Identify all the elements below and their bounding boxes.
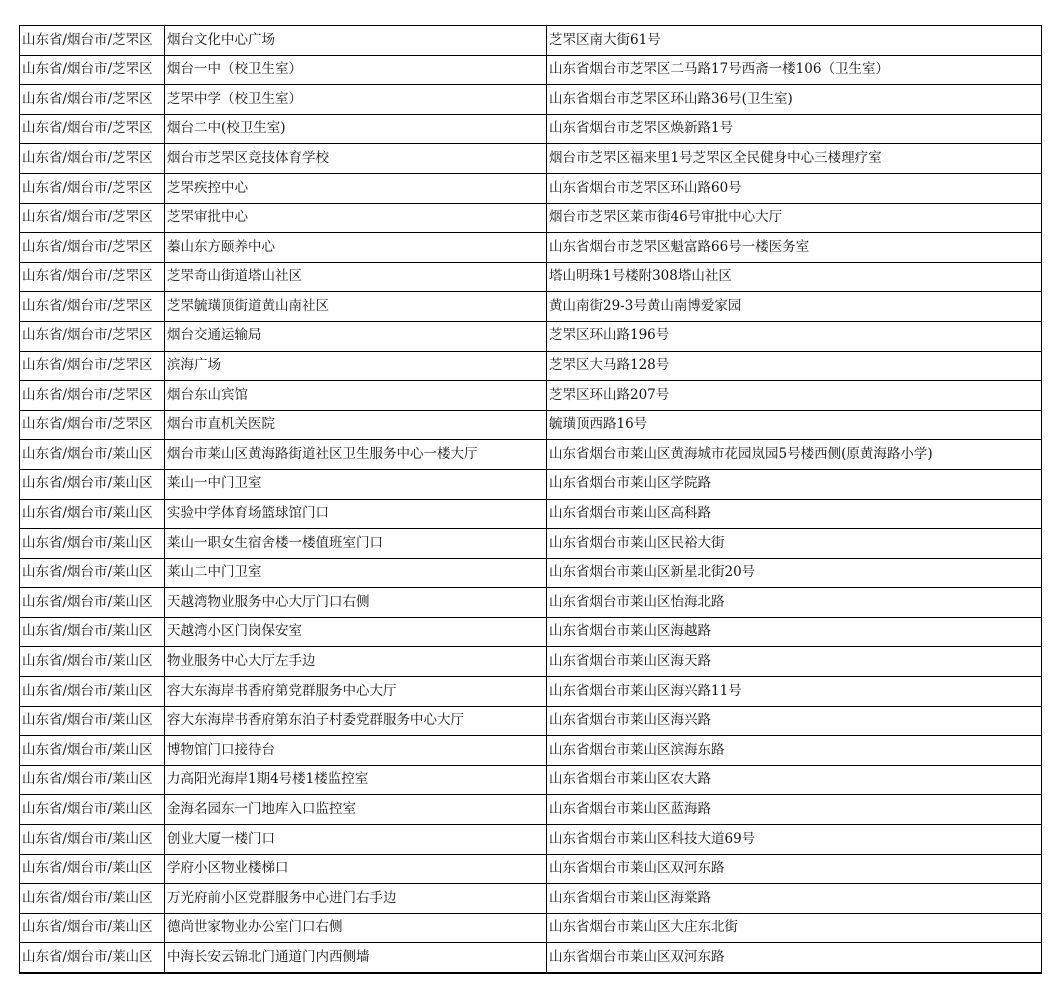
table-row xyxy=(20,203,1042,233)
address-cell: 山东省烟台市莱山区海天路 xyxy=(547,647,1042,677)
region-cell: 山东省/烟台市/莱山区 xyxy=(20,736,165,766)
site-name-cell: 芝罘审批中心 xyxy=(165,203,547,233)
table-body xyxy=(20,26,1042,974)
region-cell: 山东省/烟台市/莱山区 xyxy=(20,469,165,499)
address-cell: 山东省烟台市莱山区双河东路 xyxy=(547,854,1042,884)
region-cell: 山东省/烟台市/芝罘区 xyxy=(20,351,165,381)
address-cell: 山东省烟台市莱山区滨海东路 xyxy=(547,736,1042,766)
region-cell: 山东省/烟台市/芝罘区 xyxy=(20,114,165,144)
address-cell: 山东省烟台市莱山区双河东路 xyxy=(547,943,1042,973)
site-name-cell: 天越湾物业服务中心大厅门口右侧 xyxy=(165,588,547,618)
region-cell: 山东省/烟台市/芝罘区 xyxy=(20,26,165,56)
address-cell: 山东省烟台市莱山区农大路 xyxy=(547,765,1042,795)
table-row xyxy=(20,854,1042,884)
address-cell: 芝罘区环山路196号 xyxy=(547,321,1042,351)
site-name-cell: 学府小区物业楼梯口 xyxy=(165,854,547,884)
region-cell: 山东省/烟台市/芝罘区 xyxy=(20,292,165,322)
address-cell: 芝罘区环山路207号 xyxy=(547,381,1042,411)
address-cell: 山东省烟台市莱山区蓝海路 xyxy=(547,795,1042,825)
table-row xyxy=(20,647,1042,677)
site-name-cell: 容大东海岸书香府第党群服务中心大厅 xyxy=(165,677,547,707)
site-name-cell: 力高阳光海岸1期4号楼1楼监控室 xyxy=(165,765,547,795)
address-cell: 山东省烟台市莱山区民裕大街 xyxy=(547,529,1042,559)
address-cell: 黄山南街29-3号黄山南博爱家园 xyxy=(547,292,1042,322)
region-cell: 山东省/烟台市/芝罘区 xyxy=(20,381,165,411)
table-row xyxy=(20,381,1042,411)
table-row xyxy=(20,114,1042,144)
table-row xyxy=(20,440,1042,470)
table-row xyxy=(20,469,1042,499)
region-cell: 山东省/烟台市/莱山区 xyxy=(20,647,165,677)
table-row xyxy=(20,588,1042,618)
site-name-cell: 烟台市芝罘区竞技体育学校 xyxy=(165,144,547,174)
site-name-cell: 博物馆门口接待台 xyxy=(165,736,547,766)
site-name-cell: 芝罘疾控中心 xyxy=(165,173,547,203)
region-cell: 山东省/烟台市/莱山区 xyxy=(20,617,165,647)
table-row xyxy=(20,706,1042,736)
address-cell: 山东省烟台市莱山区海兴路11号 xyxy=(547,677,1042,707)
address-cell: 山东省烟台市莱山区海兴路 xyxy=(547,706,1042,736)
region-cell: 山东省/烟台市/莱山区 xyxy=(20,677,165,707)
region-cell: 山东省/烟台市/莱山区 xyxy=(20,854,165,884)
region-cell: 山东省/烟台市/莱山区 xyxy=(20,825,165,855)
address-cell: 芝罘区大马路128号 xyxy=(547,351,1042,381)
table-row xyxy=(20,321,1042,351)
region-cell: 山东省/烟台市/莱山区 xyxy=(20,706,165,736)
site-name-cell: 芝罘中学（校卫生室） xyxy=(165,85,547,115)
table-row xyxy=(20,943,1042,973)
table-row xyxy=(20,795,1042,825)
region-cell: 山东省/烟台市/芝罘区 xyxy=(20,410,165,440)
site-name-cell: 实验中学体育场篮球馆门口 xyxy=(165,499,547,529)
site-name-cell: 芝罘毓璜顶街道黄山南社区 xyxy=(165,292,547,322)
site-table xyxy=(19,25,1042,974)
region-cell: 山东省/烟台市/芝罘区 xyxy=(20,262,165,292)
address-cell: 山东省烟台市莱山区大庄东北街 xyxy=(547,913,1042,943)
region-cell: 山东省/烟台市/芝罘区 xyxy=(20,144,165,174)
table-row xyxy=(20,410,1042,440)
site-name-cell: 物业服务中心大厅左手边 xyxy=(165,647,547,677)
site-name-cell: 烟台二中(校卫生室) xyxy=(165,114,547,144)
address-cell: 山东省烟台市莱山区黄海城市花园岚园5号楼西侧(原黄海路小学) xyxy=(547,440,1042,470)
table-row xyxy=(20,173,1042,203)
region-cell: 山东省/烟台市/莱山区 xyxy=(20,765,165,795)
address-cell: 山东省烟台市莱山区高科路 xyxy=(547,499,1042,529)
site-name-cell: 容大东海岸书香府第东泊子村委党群服务中心大厅 xyxy=(165,706,547,736)
site-name-cell: 中海长安云锦北门通道门内西侧墙 xyxy=(165,943,547,973)
region-cell: 山东省/烟台市/莱山区 xyxy=(20,913,165,943)
table-row xyxy=(20,765,1042,795)
table-row xyxy=(20,499,1042,529)
region-cell: 山东省/烟台市/莱山区 xyxy=(20,795,165,825)
site-name-cell: 烟台市莱山区黄海路街道社区卫生服务中心一楼大厅 xyxy=(165,440,547,470)
site-name-cell: 莱山一中门卫室 xyxy=(165,469,547,499)
table-row xyxy=(20,262,1042,292)
address-cell: 烟台市芝罘区莱市街46号审批中心大厅 xyxy=(547,203,1042,233)
site-name-cell: 金海名园东一门地库入口监控室 xyxy=(165,795,547,825)
table-row xyxy=(20,558,1042,588)
site-name-cell: 德尚世家物业办公室门口右侧 xyxy=(165,913,547,943)
site-name-cell: 蓁山东方颐养中心 xyxy=(165,233,547,263)
table-row xyxy=(20,144,1042,174)
address-cell: 芝罘区南大街61号 xyxy=(547,26,1042,56)
address-cell: 山东省烟台市莱山区新星北街20号 xyxy=(547,558,1042,588)
address-cell: 山东省烟台市莱山区科技大道69号 xyxy=(547,825,1042,855)
table-row xyxy=(20,55,1042,85)
region-cell: 山东省/烟台市/莱山区 xyxy=(20,943,165,973)
address-cell: 烟台市芝罘区福来里1号芝罘区全民健身中心三楼理疗室 xyxy=(547,144,1042,174)
region-cell: 山东省/烟台市/芝罘区 xyxy=(20,55,165,85)
table-row xyxy=(20,233,1042,263)
site-name-cell: 滨海广场 xyxy=(165,351,547,381)
address-cell: 山东省烟台市莱山区海越路 xyxy=(547,617,1042,647)
table-row xyxy=(20,913,1042,943)
region-cell: 山东省/烟台市/莱山区 xyxy=(20,529,165,559)
table-row xyxy=(20,677,1042,707)
region-cell: 山东省/烟台市/莱山区 xyxy=(20,588,165,618)
address-cell: 山东省烟台市芝罘区魁富路66号一楼医务室 xyxy=(547,233,1042,263)
site-name-cell: 烟台文化中心广场 xyxy=(165,26,547,56)
table-row xyxy=(20,292,1042,322)
table-row xyxy=(20,529,1042,559)
site-name-cell: 芝罘奇山街道塔山社区 xyxy=(165,262,547,292)
site-name-cell: 烟台东山宾馆 xyxy=(165,381,547,411)
region-cell: 山东省/烟台市/莱山区 xyxy=(20,884,165,914)
address-cell: 山东省烟台市芝罘区环山路36号(卫生室) xyxy=(547,85,1042,115)
address-cell: 山东省烟台市芝罘区环山路60号 xyxy=(547,173,1042,203)
region-cell: 山东省/烟台市/芝罘区 xyxy=(20,173,165,203)
region-cell: 山东省/烟台市/莱山区 xyxy=(20,440,165,470)
region-cell: 山东省/烟台市/莱山区 xyxy=(20,558,165,588)
region-cell: 山东省/烟台市/莱山区 xyxy=(20,499,165,529)
address-cell: 山东省烟台市莱山区海棠路 xyxy=(547,884,1042,914)
region-cell: 山东省/烟台市/芝罘区 xyxy=(20,321,165,351)
site-name-cell: 莱山一职女生宿舍楼一楼值班室门口 xyxy=(165,529,547,559)
table-row xyxy=(20,825,1042,855)
table-row xyxy=(20,617,1042,647)
table-row xyxy=(20,736,1042,766)
site-name-cell: 创业大厦一楼门口 xyxy=(165,825,547,855)
site-name-cell: 烟台一中（校卫生室） xyxy=(165,55,547,85)
address-cell: 毓璜顶西路16号 xyxy=(547,410,1042,440)
table-row xyxy=(20,351,1042,381)
site-name-cell: 烟台市直机关医院 xyxy=(165,410,547,440)
site-name-cell: 烟台交通运输局 xyxy=(165,321,547,351)
region-cell: 山东省/烟台市/芝罘区 xyxy=(20,233,165,263)
address-cell: 山东省烟台市莱山区学院路 xyxy=(547,469,1042,499)
site-name-cell: 天越湾小区门岗保安室 xyxy=(165,617,547,647)
address-cell: 山东省烟台市莱山区怡海北路 xyxy=(547,588,1042,618)
region-cell: 山东省/烟台市/芝罘区 xyxy=(20,85,165,115)
site-name-cell: 莱山二中门卫室 xyxy=(165,558,547,588)
table-row xyxy=(20,26,1042,56)
table-row xyxy=(20,884,1042,914)
address-cell: 山东省烟台市芝罘区焕新路1号 xyxy=(547,114,1042,144)
address-cell: 山东省烟台市芝罘区二马路17号西斋一楼106（卫生室） xyxy=(547,55,1042,85)
region-cell: 山东省/烟台市/芝罘区 xyxy=(20,203,165,233)
site-name-cell: 万光府前小区党群服务中心进门右手边 xyxy=(165,884,547,914)
table-row xyxy=(20,85,1042,115)
address-cell: 塔山明珠1号楼附308塔山社区 xyxy=(547,262,1042,292)
